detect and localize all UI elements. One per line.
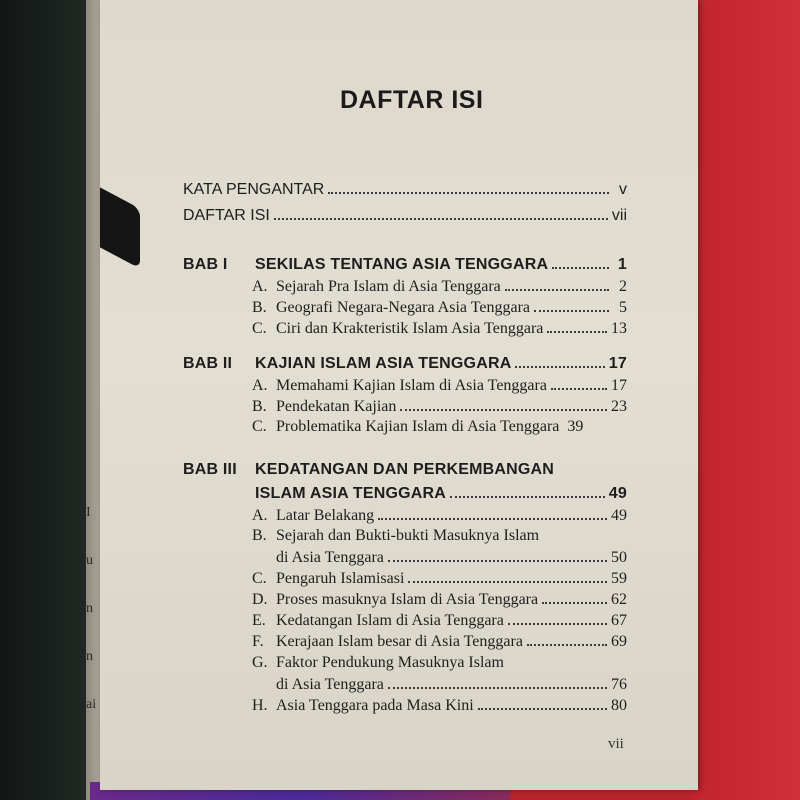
toc-entry-page: 17 — [611, 377, 627, 394]
leader-dots — [378, 504, 607, 520]
toc-entry-label: Memahami Kajian Islam di Asia Tenggara — [276, 377, 547, 394]
toc-entry-label-cont: di Asia Tenggara — [276, 676, 384, 693]
toc-entry-page: 13 — [611, 320, 627, 337]
leader-dots — [527, 630, 607, 646]
chapter-page: 1 — [617, 256, 627, 273]
leader-dots — [328, 178, 609, 194]
toc-entry-page: 50 — [611, 549, 627, 566]
item-letter: A. — [252, 507, 268, 524]
toc-entry-page: 5 — [619, 299, 627, 316]
leader-dots — [400, 395, 607, 411]
toc-entry-label: Ciri dan Krakteristik Islam Asia Tenggara — [276, 320, 544, 337]
edge-letter: n — [86, 601, 93, 616]
item-letter: B. — [252, 527, 267, 544]
leader-dots — [551, 374, 607, 390]
chapter-title: SEKILAS TENTANG ASIA TENGGARA — [255, 256, 549, 273]
toc-entry-page: 23 — [611, 398, 627, 415]
toc-entry-label: DAFTAR ISI — [183, 207, 270, 224]
toc-entry-page: 49 — [611, 507, 627, 524]
chapter-title-line2: ISLAM ASIA TENGGARA — [255, 485, 447, 502]
toc-entry-2c — [252, 416, 627, 438]
chapter-label: BAB II — [183, 355, 233, 372]
chapter-2-heading — [183, 352, 627, 374]
toc-entry-page: 39 — [567, 418, 584, 435]
leader-dots — [552, 253, 609, 269]
leader-dots — [505, 275, 609, 291]
toc-entry-label: Asia Tenggara pada Masa Kini — [276, 697, 474, 714]
toc-entry-label: Pendekatan Kajian — [276, 398, 397, 415]
chapter-label: BAB I — [183, 256, 228, 273]
edge-letter: I — [86, 505, 91, 520]
item-letter: B. — [252, 398, 267, 415]
toc-entry-2b — [252, 395, 627, 417]
toc-entry-label: Pengaruh Islamisasi — [276, 570, 405, 587]
item-letter: A. — [252, 377, 268, 394]
toc-entry-3c — [252, 567, 627, 589]
chapter-title-line1: KEDATANGAN DAN PERKEMBANGAN — [255, 461, 555, 478]
item-letter: H. — [252, 697, 268, 714]
toc-entry-label: Kedatangan Islam di Asia Tenggara — [276, 612, 504, 629]
background-red-cloth — [690, 0, 800, 800]
leader-dots — [478, 694, 607, 710]
toc-entry-page: 67 — [611, 612, 627, 629]
toc-entry-3d — [252, 588, 627, 610]
toc-entry-3h — [252, 694, 627, 716]
toc-entry-page: 2 — [619, 278, 627, 295]
leader-dots — [542, 588, 607, 604]
toc-entry-label-cont: di Asia Tenggara — [276, 549, 384, 566]
item-letter: C. — [252, 320, 267, 337]
item-letter: D. — [252, 591, 268, 608]
previous-page-text-fragments — [86, 505, 106, 745]
chapter-3-heading — [183, 459, 554, 481]
toc-entry-label: Latar Belakang — [276, 507, 375, 524]
chapter-1-heading — [183, 253, 627, 275]
toc-entry-label: KATA PENGANTAR — [183, 181, 325, 198]
toc-entry-3e — [252, 609, 627, 631]
toc-entry-page: 59 — [611, 570, 627, 587]
item-letter: F. — [252, 633, 264, 650]
item-letter: B. — [252, 299, 267, 316]
toc-entry-label: Proses masuknya Islam di Asia Tenggara — [276, 591, 539, 608]
toc-entry-label: Problematika Kajian Islam di Asia Tenggara — [276, 418, 560, 435]
toc-entry-3b-line2 — [276, 546, 627, 568]
toc-entry-3g-line2 — [276, 673, 627, 695]
chapter-title: KAJIAN ISLAM ASIA TENGGARA — [255, 355, 512, 372]
chapter-page: 17 — [608, 355, 627, 372]
leader-dots — [534, 296, 609, 312]
chapter-3-heading-line2 — [255, 482, 627, 504]
toc-entry-kata-pengantar — [183, 178, 627, 200]
leader-dots — [408, 567, 607, 583]
leader-dots — [450, 482, 605, 498]
toc-entry-1a — [252, 275, 627, 297]
chapter-page: 49 — [608, 485, 627, 502]
toc-entry-daftar-isi — [183, 204, 627, 226]
toc-entry-page: 76 — [611, 676, 627, 693]
toc-entry-label: Kerajaan Islam besar di Asia Tenggara — [276, 633, 523, 650]
toc-entry-3g-line1 — [252, 652, 504, 674]
leader-dots — [274, 204, 608, 220]
toc-entry-1b — [252, 296, 627, 318]
leader-dots — [388, 546, 607, 562]
leader-dots — [515, 352, 604, 368]
item-letter: C. — [252, 570, 267, 587]
toc-entry-page: 80 — [611, 697, 627, 714]
toc-entry-page: 62 — [611, 591, 627, 608]
toc-entry-3a — [252, 504, 627, 526]
leader-dots — [508, 609, 607, 625]
chapter-label: BAB III — [183, 461, 237, 478]
edge-letter: u — [86, 553, 93, 568]
item-letter: E. — [252, 612, 266, 629]
toc-entry-label: Sejarah dan Bukti-bukti Masuknya Islam — [276, 527, 540, 544]
toc-entry-3f — [252, 630, 627, 652]
toc-entry-page: 69 — [611, 633, 627, 650]
toc-entry-3b-line1 — [252, 525, 539, 547]
page-number: vii — [608, 736, 624, 752]
item-letter: C. — [252, 418, 267, 435]
toc-entry-1c — [252, 317, 627, 339]
page-title: DAFTAR ISI — [340, 86, 484, 114]
toc-entry-2a — [252, 374, 627, 396]
toc-entry-page: v — [619, 181, 627, 198]
item-letter: G. — [252, 654, 268, 671]
leader-dots — [388, 673, 607, 689]
edge-letter: n — [86, 649, 93, 664]
leader-dots — [547, 317, 607, 333]
toc-entry-page: vii — [611, 207, 627, 224]
toc-entry-label: Geografi Negara-Negara Asia Tenggara — [276, 299, 531, 316]
toc-entry-label: Faktor Pendukung Masuknya Islam — [276, 654, 504, 671]
item-letter: A. — [252, 278, 268, 295]
toc-entry-label: Sejarah Pra Islam di Asia Tenggara — [276, 278, 501, 295]
edge-letter: ai — [86, 697, 97, 712]
